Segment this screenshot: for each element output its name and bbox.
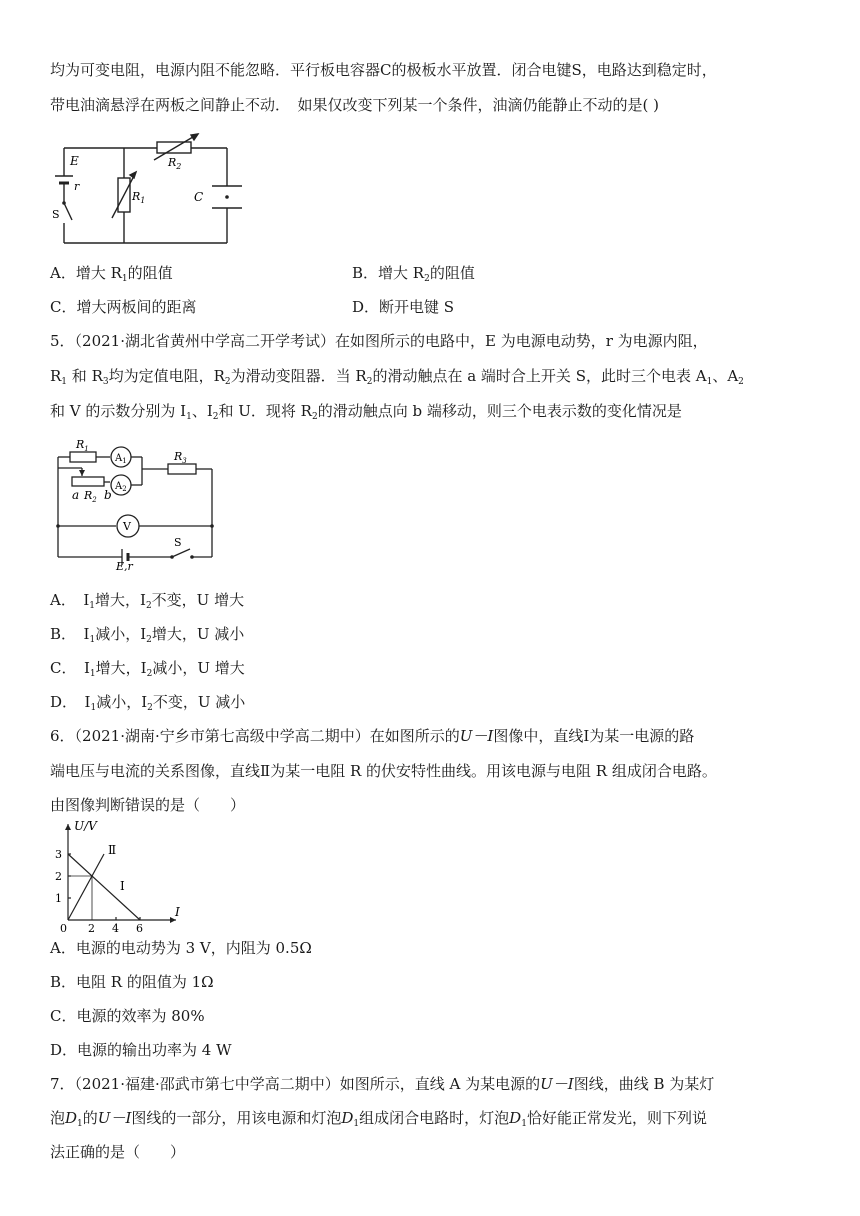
fig-label-E: E: [70, 154, 79, 168]
q6-graph-ytick-1: 1: [55, 892, 62, 905]
q5-fig-R2: R: [84, 489, 93, 502]
q6-graph-ylabel: U/V: [74, 819, 97, 833]
q4-stem-line2: 带电油滴悬浮在两板之间静止不动． 如果仅改变下列某一个条件，油滴仍能静止不动的是( ): [50, 96, 659, 114]
q5-fig-A2: A: [115, 481, 123, 492]
q5-fig-Er: E,r: [116, 560, 133, 571]
svg-text:R2: [167, 156, 181, 171]
q6-stem-line1: 6．（2021·湖南·宁乡市第七高级中学高二期中）在如图所示的U－I图像中，直线Ⅰ为某一电源的路: [50, 727, 695, 745]
q6-stem-line3: 由图像判断错误的是（ ）: [50, 796, 246, 814]
q5-fig-A1-sub: 1: [122, 457, 127, 465]
q6-ui-graph: [52, 816, 188, 938]
q5-fig-R3: R: [174, 450, 183, 463]
q6-option-c[interactable]: C．电源的效率为 80%: [50, 1007, 205, 1025]
q5-fig-R3-sub: 3: [182, 457, 187, 465]
fig-label-R2: R: [168, 156, 177, 169]
svg-text:R1: [131, 190, 145, 205]
q4-option-d[interactable]: D．断开电键 S: [352, 298, 455, 316]
q6-graph-ytick-3: 3: [55, 848, 62, 861]
q4-option-b[interactable]: B．增大 $R_2$的阻值: [352, 264, 475, 284]
q5-option-a[interactable]: A． $I_1$增大，$I_2$不变，U 增大: [50, 591, 245, 611]
q5-fig-R1: R: [76, 438, 85, 451]
q5-fig-a: a: [72, 488, 80, 502]
fig-label-C: C: [194, 190, 204, 204]
q6-graph-xtick-0: 0: [60, 922, 67, 934]
q6-graph-xtick-6: 6: [136, 922, 143, 934]
q5-option-d[interactable]: D． $I_1$减小，$I_2$不变，U 减小: [50, 693, 246, 713]
q6-graph-xtick-2: 2: [88, 922, 95, 934]
q4-option-c[interactable]: C．增大两板间的距离: [50, 298, 197, 316]
q6-graph-line2-label: Ⅱ: [108, 843, 117, 857]
fig-label-r: r: [74, 180, 80, 193]
fig-label-R1-sub: 1: [140, 196, 146, 205]
q4-option-a[interactable]: A．增大 $R_1$的阻值: [50, 264, 173, 284]
q5-fig-A1: A: [115, 453, 123, 464]
q5-option-c[interactable]: C． $I_1$增大，$I_2$减小，U 增大: [50, 659, 245, 679]
q5-fig-A2-sub: 2: [122, 485, 127, 493]
q5-fig-V: V: [123, 520, 131, 533]
q5-circuit-figure: [50, 433, 222, 575]
q5-option-b[interactable]: B． $I_1$减小，$I_2$增大，U 减小: [50, 625, 245, 645]
fig-label-R1: R: [132, 190, 141, 203]
q5-fig-b: b: [104, 488, 112, 502]
q5-stem-line1: 5．（2021·湖北省黄州中学高二开学考试）在如图所示的电路中，E 为电源电动势，r 为电源内阻，: [50, 332, 708, 350]
q5-stem-line3: 和 V 的示数分别为 $I_1$、$I_2$和 U．现将 $R_2$的滑动触点向 b 端移动，则三个电表示数的变化情况是: [50, 402, 682, 422]
q6-graph-xtick-4: 4: [112, 922, 119, 934]
q7-stem-line3: 法正确的是（ ）: [50, 1143, 186, 1161]
q7-stem-line1: 7．（2021·福建·邵武市第七中学高二期中）如图所示，直线 A 为某电源的U－I图线，曲线 B 为某灯: [50, 1075, 715, 1093]
q6-graph-line1-label: I: [120, 879, 125, 893]
q6-option-d[interactable]: D．电源的输出功率为 4 W: [50, 1041, 232, 1059]
q5-fig-R2-sub: 2: [92, 496, 97, 504]
q6-option-b[interactable]: B．电阻 R 的阻值为 1Ω: [50, 973, 214, 991]
q5-fig-S: S: [174, 536, 182, 549]
q7-stem-line2: 泡$D_1$的U－I图线的一部分，用该电源和灯泡$D_1$组成闭合电路时，灯泡$D_1$恰好能正常发光，则下列说: [50, 1109, 707, 1129]
fig-label-S: S: [52, 208, 60, 221]
q5-stem-line2: $R_1$ 和 $R_3$均为定值电阻，$R_2$为滑动变阻器．当 $R_2$的滑动触点在 a 端时合上开关 S，此时三个电表 $A_1$、$A_2$: [50, 367, 744, 387]
svg-text:R2: [83, 489, 97, 504]
q6-graph-xlabel: I: [175, 905, 180, 919]
q5-fig-R1-sub: 1: [84, 445, 89, 453]
fig-label-R2-sub: 2: [176, 162, 182, 171]
q6-option-a[interactable]: A．电源的电动势为 3 V，内阻为 0.5Ω: [50, 939, 312, 957]
q4-stem-line1: 均为可变电阻，电源内阻不能忽略．平行板电容器C的极板水平放置．闭合电键S，电路达到稳定时，: [50, 61, 717, 79]
svg-text:R3: [173, 450, 187, 465]
q6-graph-ytick-2: 2: [55, 870, 62, 883]
svg-text:R1: [75, 438, 89, 453]
q6-stem-line2: 端电压与电流的关系图像，直线Ⅱ为某一电阻 R 的伏安特性曲线。用该电源与电阻 R 组成闭合电路。: [50, 762, 717, 780]
q4-circuit-figure: [50, 128, 250, 252]
